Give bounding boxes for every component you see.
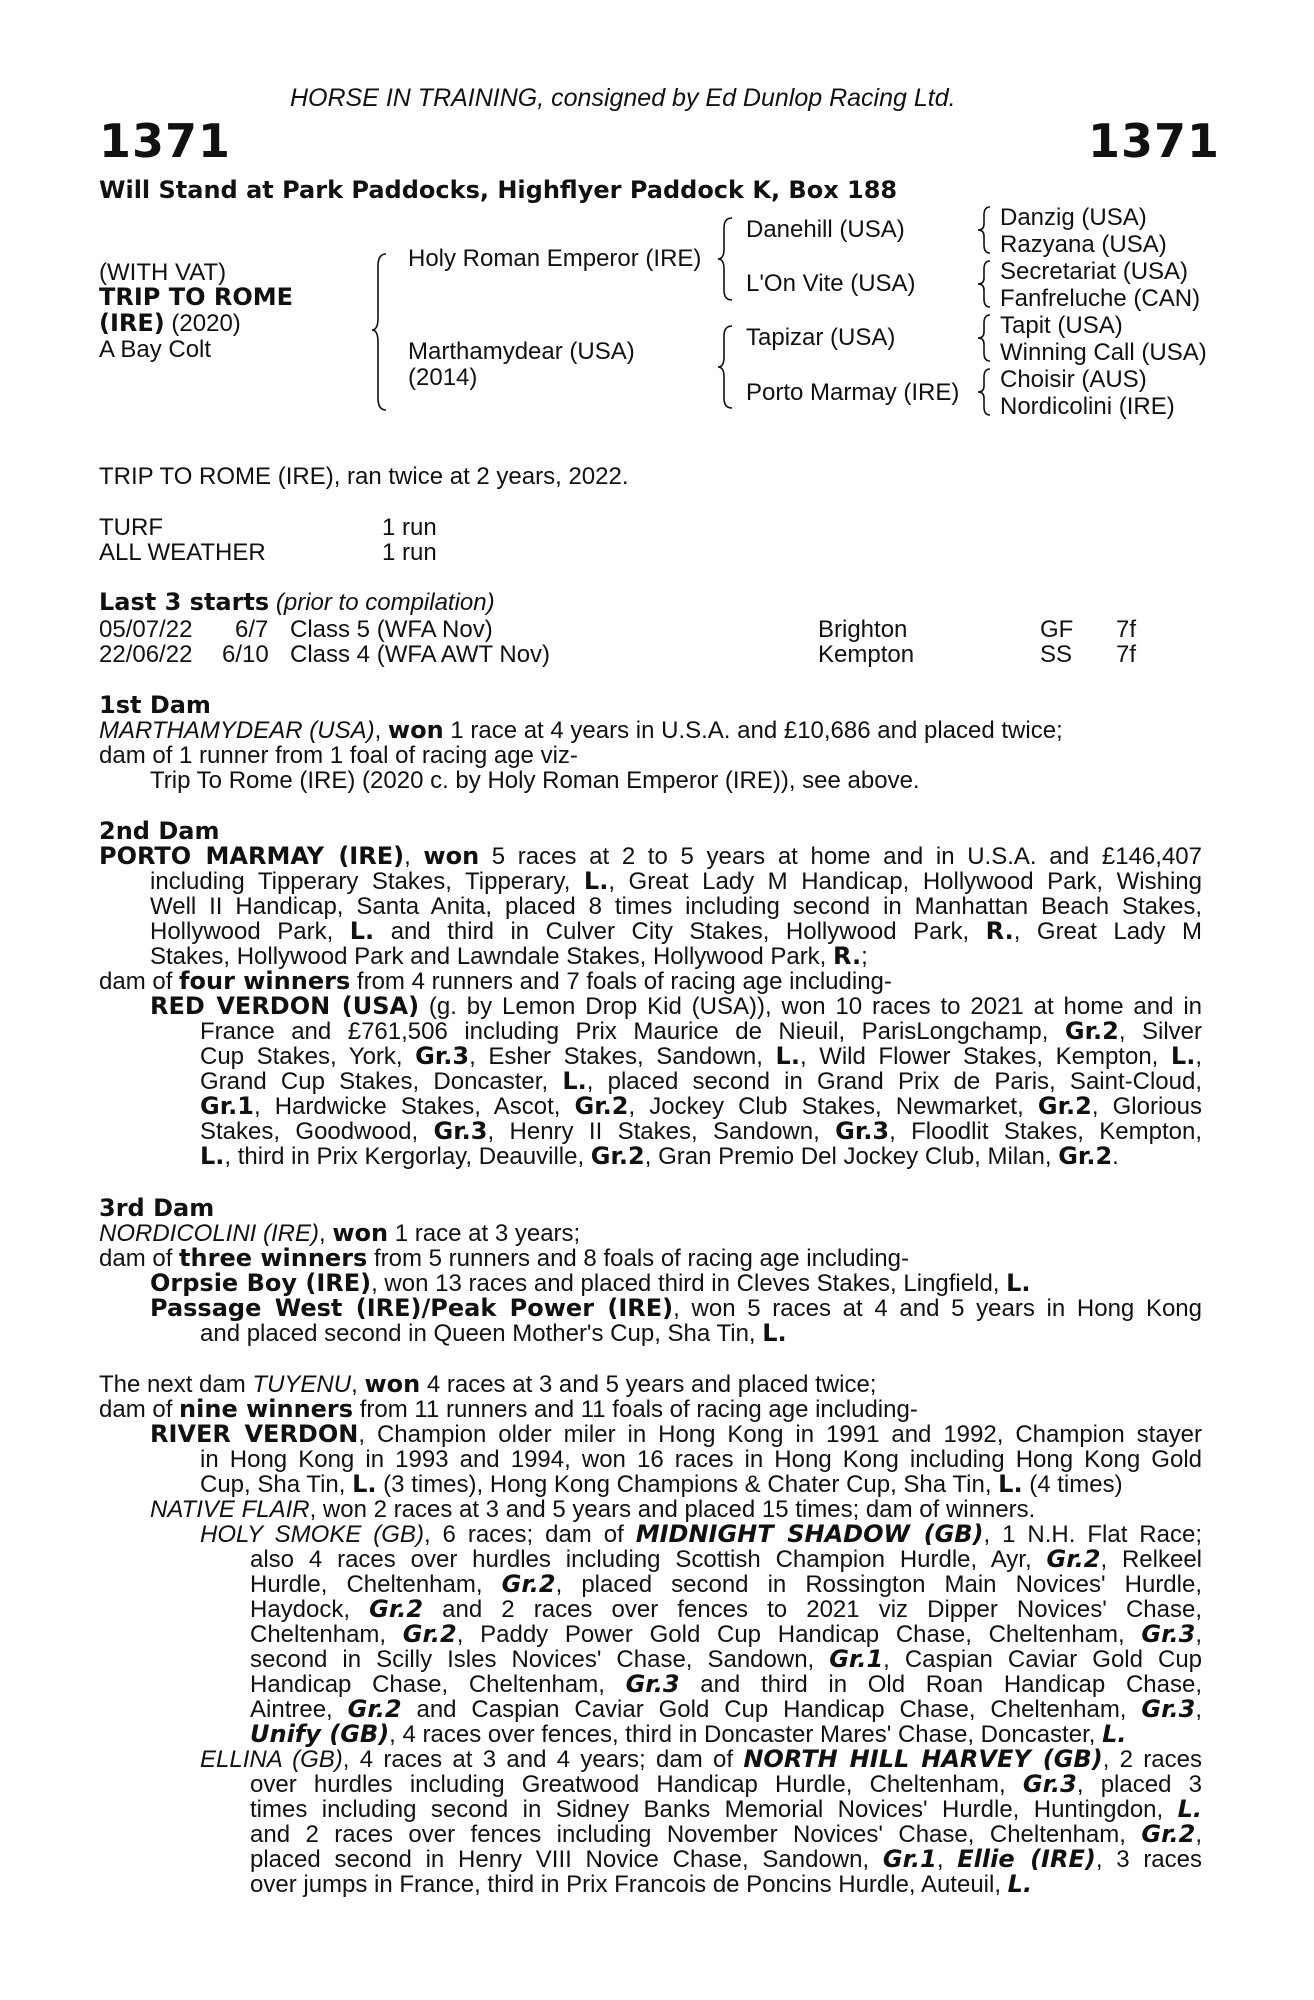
ellina-line3: times including second in Sidney Banks Memorial Novices' Hurdle, Huntingdon, L. bbox=[250, 1795, 1202, 1823]
second-dam-line1: PORTO MARMAY (IRE), won 5 races at 2 to 5 years at home and in U.S.A. and £146,407 bbox=[99, 842, 1202, 870]
start-race: Class 5 (WFA Nov) bbox=[290, 616, 493, 643]
ellina-line6: over jumps in France, third in Prix Francois de Poncins Hurdle, Auteuil, L. bbox=[250, 1870, 1033, 1898]
holy-smoke-line4: Haydock, Gr.2 and 2 races over fences to 2021 viz Dipper Novices' Chase, bbox=[250, 1595, 1202, 1623]
pedigree-brace-3 bbox=[978, 313, 992, 363]
ellina-line1: ELLINA (GB), 4 races at 3 and 4 years; dam of NORTH HILL HARVEY (GB), 2 races bbox=[200, 1745, 1202, 1773]
pedigree-g6: Winning Call (USA) bbox=[1000, 339, 1207, 366]
vat-note: (WITH VAT) bbox=[99, 259, 227, 286]
holy-smoke-line8: Aintree, Gr.2 and Caspian Caviar Gold Cup Handicap Chase, Cheltenham, Gr.3, bbox=[250, 1695, 1202, 1723]
lot-number-right: 1371 bbox=[1088, 114, 1221, 168]
start-distance: 7f bbox=[1116, 641, 1137, 668]
pedigree-dam-sire: Tapizar (USA) bbox=[746, 324, 896, 351]
start-position: 6/7 bbox=[235, 616, 269, 643]
pedigree-brace-4 bbox=[978, 367, 992, 417]
start-distance: 7f bbox=[1116, 616, 1137, 643]
next-dam-line1: The next dam TUYENU, won 4 races at 3 and 5 years and placed twice; bbox=[99, 1370, 877, 1398]
pedigree-bracket-sire bbox=[718, 216, 738, 302]
pedigree-bracket-main bbox=[372, 252, 392, 412]
pedigree-g7: Choisir (AUS) bbox=[1000, 366, 1147, 393]
third-dam-heading: 3rd Dam bbox=[99, 1194, 215, 1222]
horse-name-origin-year: (IRE) (2020) bbox=[99, 309, 241, 337]
pedigree-g4: Fanfreluche (CAN) bbox=[1000, 285, 1201, 312]
third-dam-line1: NORDICOLINI (IRE), won 1 race at 3 years; bbox=[99, 1219, 581, 1247]
river-verdon-line2: in Hong Kong in 1993 and 1994, won 16 races in Hong Kong including Hong Kong Gold bbox=[200, 1446, 1202, 1473]
second-dam-line2: including Tipperary Stakes, Tipperary, L., Great Lady M Handicap, Hollywood Park, Wishing bbox=[150, 867, 1202, 895]
pedigree-g5: Tapit (USA) bbox=[1000, 312, 1123, 339]
pedigree-g3: Secretariat (USA) bbox=[1000, 258, 1189, 285]
second-dam-line3: Well II Handicap, Santa Anita, placed 8 times including second in Manhattan Beach Stakes, bbox=[150, 893, 1202, 920]
orpsie-boy-line: Orpsie Boy (IRE), won 13 races and placed third in Cleves Stakes, Lingfield, L. bbox=[150, 1269, 1031, 1297]
first-dam-heading: 1st Dam bbox=[99, 691, 211, 719]
red-verdon-line5: Gr.1, Hardwicke Stakes, Ascot, Gr.2, Jockey Club Stakes, Newmarket, Gr.2, Glorious bbox=[200, 1092, 1203, 1120]
start-race: Class 4 (WFA AWT Nov) bbox=[290, 641, 551, 668]
pedigree-brace-1 bbox=[978, 205, 992, 255]
holy-smoke-line9: Unify (GB), 4 races over fences, third in Doncaster Mares' Chase, Doncaster, L. bbox=[250, 1720, 1127, 1748]
ellina-line4: and 2 races over fences including November Novices' Chase, Cheltenham, Gr.2, bbox=[250, 1820, 1202, 1848]
red-verdon-line6: Stakes, Goodwood, Gr.3, Henry II Stakes, Sandown, Gr.3, Floodlit Stakes, Kempton, bbox=[200, 1117, 1202, 1145]
race-summary: TRIP TO ROME (IRE), ran twice at 2 years, 2022. bbox=[99, 463, 629, 490]
river-verdon-line3: Cup, Sha Tin, L. (3 times), Hong Kong Champions & Chater Cup, Sha Tin, L. (4 times) bbox=[200, 1470, 1123, 1498]
ellina-line2: over hurdles including Greatwood Handicap Hurdle, Cheltenham, Gr.3, placed 3 bbox=[250, 1770, 1202, 1798]
second-dam-heading: 2nd Dam bbox=[99, 817, 220, 845]
holy-smoke-line6: second in Scilly Isles Novices' Chase, Sandown, Gr.1, Caspian Caviar Gold Cup bbox=[250, 1645, 1203, 1673]
surface-value-aw: 1 run bbox=[382, 539, 437, 566]
start-going: SS bbox=[1040, 641, 1073, 668]
start-position: 6/10 bbox=[222, 641, 269, 668]
holy-smoke-line7: Handicap Chase, Cheltenham, Gr.3 and third in Old Roan Handicap Chase, bbox=[250, 1670, 1202, 1698]
lot-number-left: 1371 bbox=[99, 114, 232, 168]
second-dam-line5: Stakes, Hollywood Park and Lawndale Stakes, Hollywood Park, R.; bbox=[150, 942, 868, 970]
river-verdon-line1: RIVER VERDON, Champion older miler in Hong Kong in 1991 and 1992, Champion stayer bbox=[150, 1420, 1202, 1448]
holy-smoke-line5: Cheltenham, Gr.2, Paddy Power Gold Cup Handicap Chase, Cheltenham, Gr.3, bbox=[250, 1620, 1202, 1648]
start-date: 05/07/22 bbox=[99, 616, 193, 643]
holy-smoke-line1: HOLY SMOKE (GB), 6 races; dam of MIDNIGHT SHADOW (GB), 1 N.H. Flat Race; bbox=[200, 1520, 1202, 1548]
horse-description: A Bay Colt bbox=[99, 336, 212, 363]
start-going: GF bbox=[1040, 616, 1074, 643]
second-dam-line6: dam of four winners from 4 runners and 7 foals of racing age including- bbox=[99, 967, 892, 995]
consignment-header: HORSE IN TRAINING, consigned by Ed Dunlop Racing Ltd. bbox=[290, 84, 956, 112]
second-dam-line4: Hollywood Park, L. and third in Culver City Stakes, Hollywood Park, R., Great Lady M bbox=[150, 917, 1202, 945]
red-verdon-line7: L., third in Prix Kergorlay, Deauville, Gr.2, Gran Premio Del Jockey Club, Milan, Gr.2. bbox=[200, 1142, 1119, 1170]
first-dam-line2: dam of 1 runner from 1 foal of racing age viz- bbox=[99, 742, 578, 769]
pedigree-g2: Razyana (USA) bbox=[1000, 231, 1167, 258]
start-course: Kempton bbox=[818, 641, 915, 668]
pedigree-sire-sire: Danehill (USA) bbox=[746, 216, 905, 243]
red-verdon-line1: RED VERDON (USA) (g. by Lemon Drop Kid (USA)), won 10 races to 2021 at home and in bbox=[150, 992, 1203, 1020]
holy-smoke-line2: also 4 races over hurdles including Scottish Champion Hurdle, Ayr, Gr.2, Relkeel bbox=[250, 1545, 1203, 1573]
red-verdon-line2: France and £761,506 including Prix Maurice de Nieuil, ParisLongchamp, Gr.2, Silver bbox=[200, 1017, 1203, 1045]
surface-label-turf: TURF bbox=[99, 514, 163, 541]
red-verdon-line4: Grand Cup Stakes, Doncaster, L., placed second in Grand Prix de Paris, Saint-Cloud, bbox=[200, 1067, 1203, 1095]
last-starts-heading: Last 3 starts (prior to compilation) bbox=[99, 588, 495, 616]
pedigree-brace-2 bbox=[978, 259, 992, 309]
stand-location: Will Stand at Park Paddocks, Highflyer Paddock K, Box 188 bbox=[99, 176, 898, 204]
pedigree-g1: Danzig (USA) bbox=[1000, 204, 1147, 231]
native-flair-line: NATIVE FLAIR, won 2 races at 3 and 5 years and placed 15 times; dam of winners. bbox=[150, 1496, 1036, 1523]
pedigree-dam-year: (2014) bbox=[408, 364, 478, 391]
passage-west-line1: Passage West (IRE)/Peak Power (IRE), won 5 races at 4 and 5 years in Hong Kong bbox=[150, 1294, 1202, 1322]
surface-value-turf: 1 run bbox=[382, 514, 437, 541]
holy-smoke-line3: Hurdle, Cheltenham, Gr.2, placed second in Rossington Main Novices' Hurdle, bbox=[250, 1570, 1203, 1598]
pedigree-dam-dam: Porto Marmay (IRE) bbox=[746, 379, 960, 406]
ellina-line5: placed second in Henry VIII Novice Chase, Sandown, Gr.1, Ellie (IRE), 3 races bbox=[250, 1845, 1202, 1873]
pedigree-sire-dam: L'On Vite (USA) bbox=[746, 270, 916, 297]
start-date: 22/06/22 bbox=[99, 641, 193, 668]
pedigree-bracket-dam bbox=[718, 324, 738, 410]
next-dam-line2: dam of nine winners from 11 runners and 11 foals of racing age including- bbox=[99, 1395, 918, 1423]
pedigree-g8: Nordicolini (IRE) bbox=[1000, 393, 1175, 420]
first-dam-line3: Trip To Rome (IRE) (2020 c. by Holy Roman Emperor (IRE)), see above. bbox=[150, 767, 920, 794]
passage-west-line2: and placed second in Queen Mother's Cup, Sha Tin, L. bbox=[200, 1319, 787, 1347]
horse-name: TRIP TO ROME bbox=[99, 283, 294, 311]
surface-label-aw: ALL WEATHER bbox=[99, 539, 266, 566]
first-dam-line1: MARTHAMYDEAR (USA), won 1 race at 4 years in U.S.A. and £10,686 and placed twice; bbox=[99, 716, 1063, 744]
pedigree-dam: Marthamydear (USA) bbox=[408, 338, 635, 365]
pedigree-sire: Holy Roman Emperor (IRE) bbox=[408, 245, 702, 272]
start-course: Brighton bbox=[818, 616, 908, 643]
third-dam-line2: dam of three winners from 5 runners and 8 foals of racing age including- bbox=[99, 1244, 909, 1272]
red-verdon-line3: Cup Stakes, York, Gr.3, Esher Stakes, Sandown, L., Wild Flower Stakes, Kempton, L., bbox=[200, 1042, 1203, 1070]
